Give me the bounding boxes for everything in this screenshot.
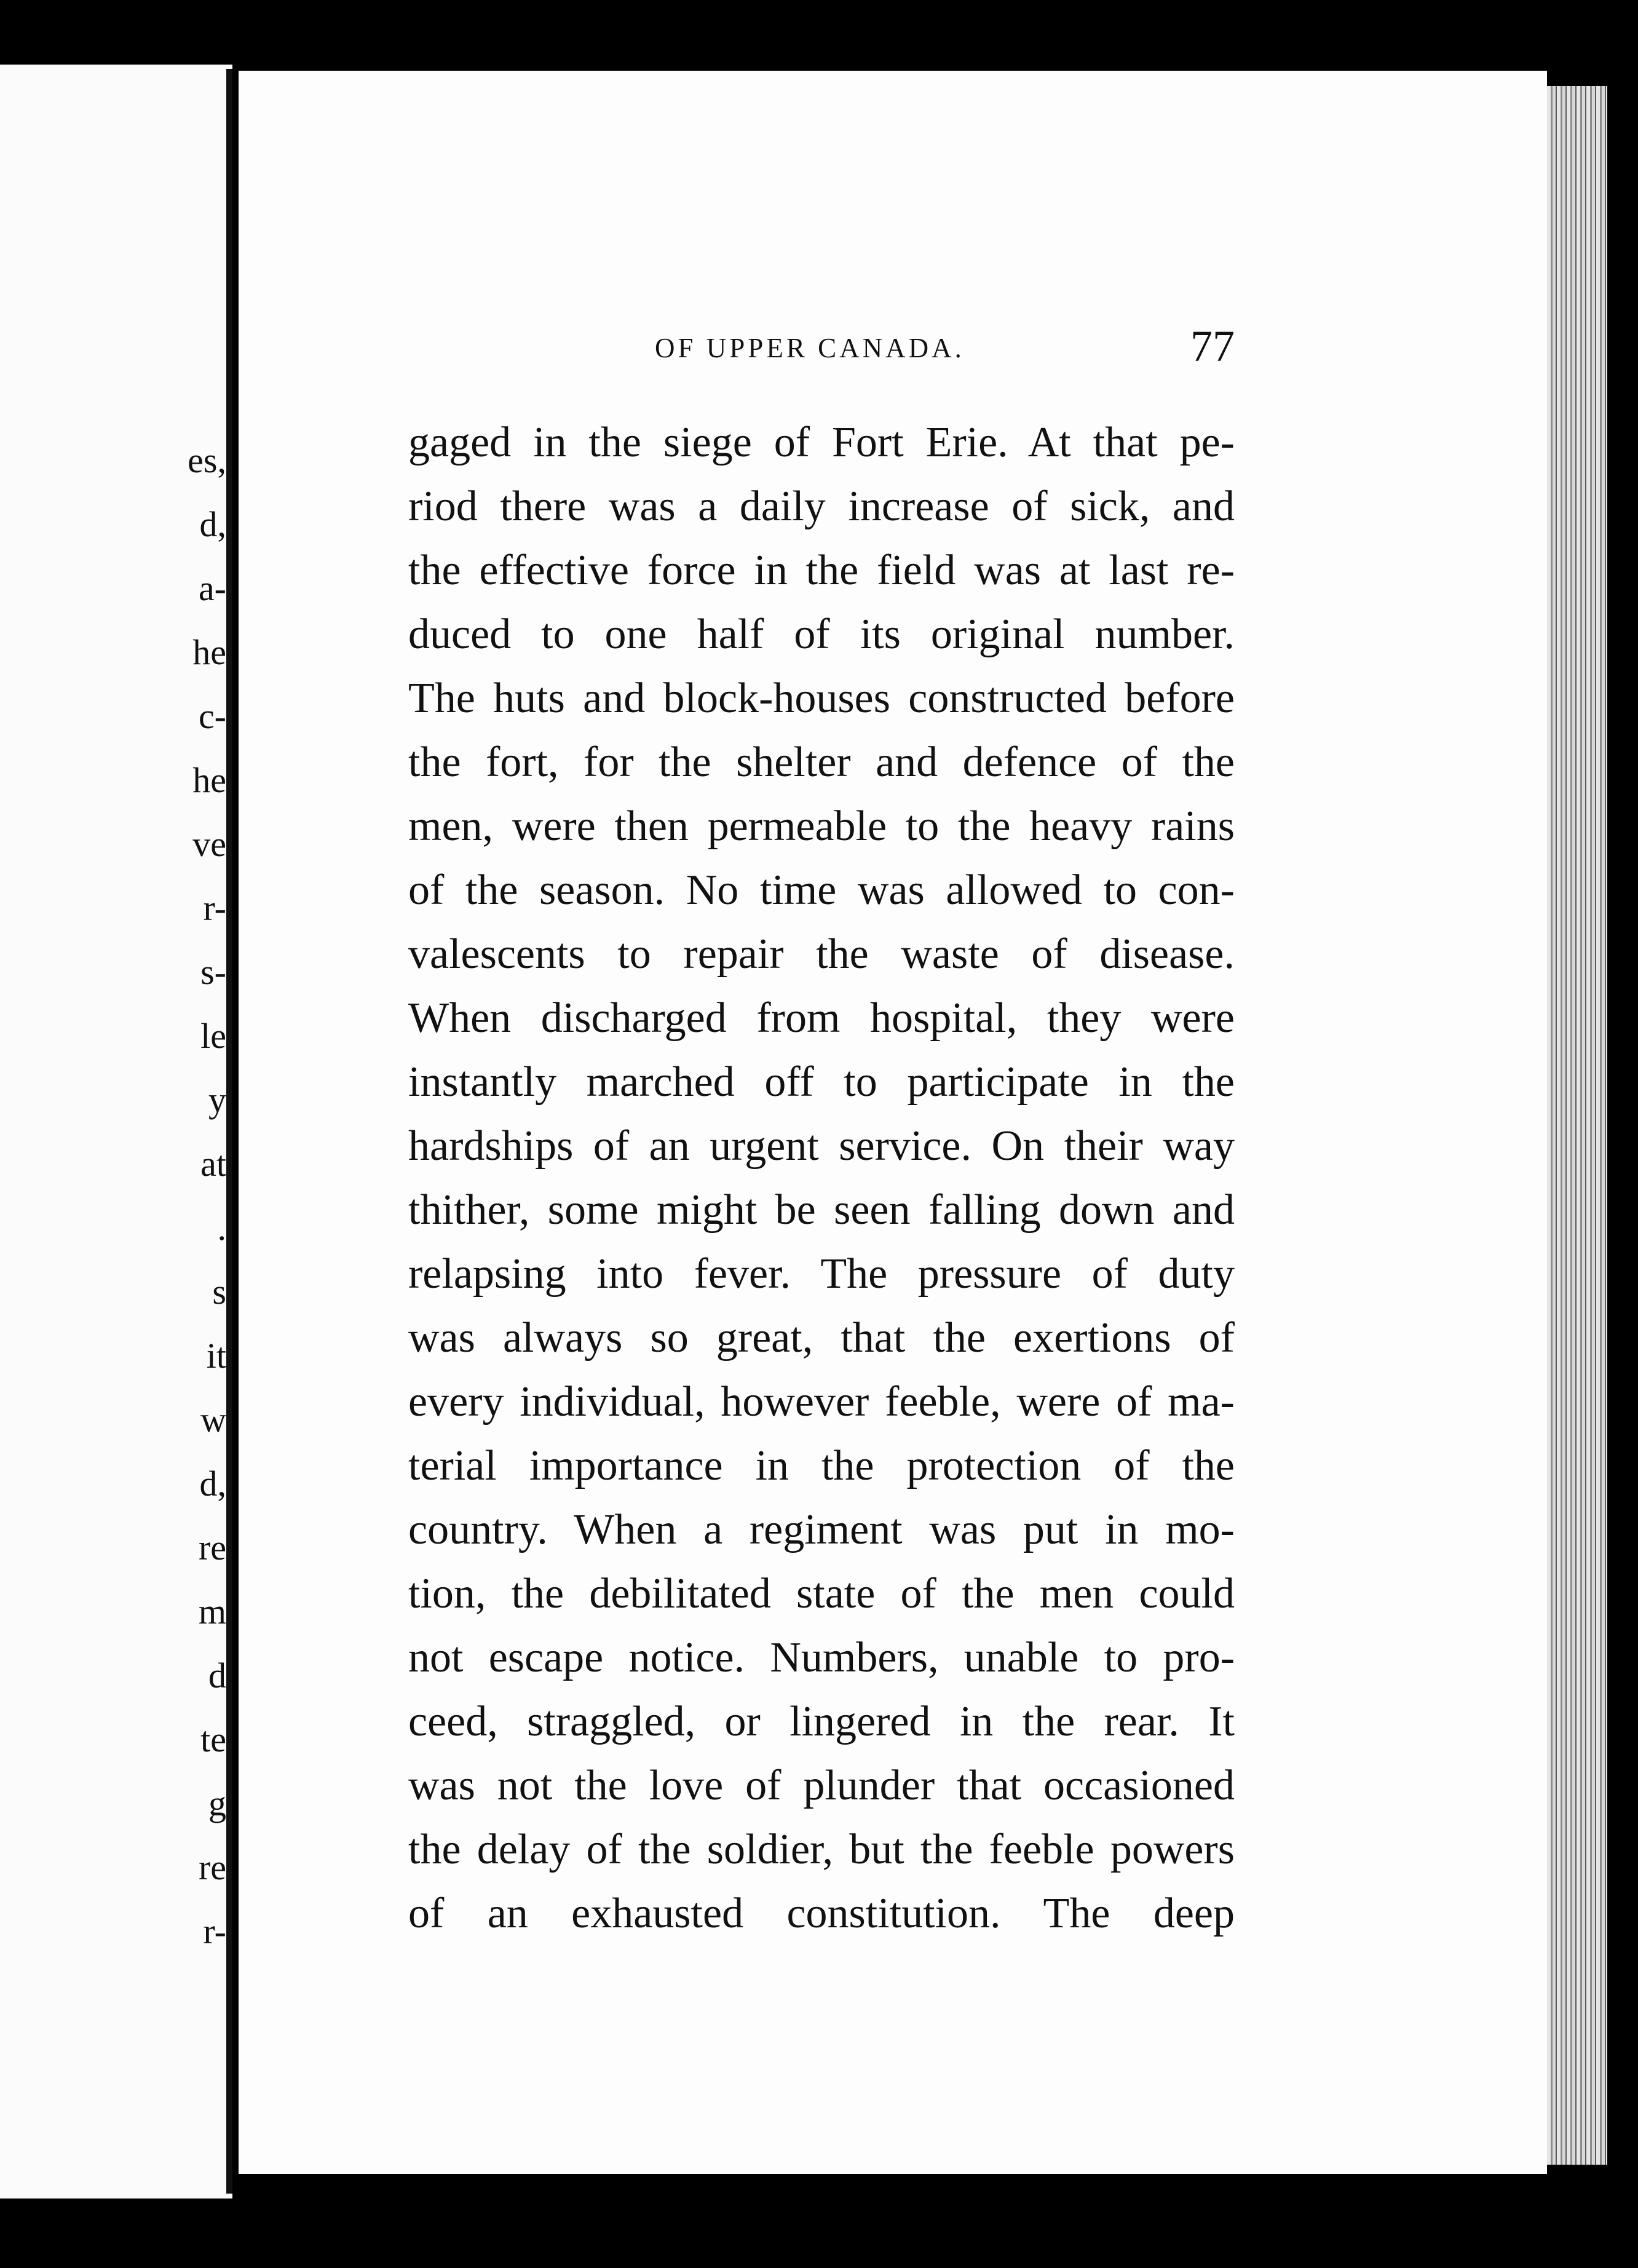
text-line: not escape notice. Numbers, unable to pro- [408, 1634, 1235, 1681]
text-line: duced to one half of its original number. [408, 611, 1235, 658]
left-page-fragment: . [217, 1208, 226, 1248]
left-page-fragment: he [192, 760, 226, 800]
text-line: ceed, straggled, or lingered in the rear. It [408, 1698, 1235, 1745]
text-line: thither, some might be seen falling down and [408, 1186, 1235, 1234]
text-line: The huts and block-houses constructed before [408, 675, 1235, 722]
left-page-fragment: at [200, 1144, 226, 1184]
page-edge [1547, 86, 1607, 2165]
text-line: valescents to repair the waste of disease. [408, 930, 1235, 978]
left-page-fragment: r- [203, 888, 226, 928]
left-page-fragment: w [200, 1400, 226, 1440]
text-line: of the season. No time was allowed to con- [408, 866, 1235, 914]
body-text [408, 411, 1235, 1946]
left-page-fragment: a- [198, 568, 226, 608]
page-number: 77 [1190, 322, 1235, 371]
left-page-fragment: r- [203, 1911, 226, 1951]
text-line: every individual, however feeble, were of ma- [408, 1378, 1235, 1425]
text-line: terial importance in the protection of the [408, 1442, 1235, 1489]
running-header: OF UPPER CANADA. [655, 333, 965, 363]
text-line: was always so great, that the exertions of [408, 1314, 1235, 1362]
left-page-fragment: d, [199, 504, 226, 544]
text-line: the delay of the soldier, but the feeble powers [408, 1826, 1235, 1873]
text-line: was not the love of plunder that occasioned [408, 1762, 1235, 1809]
left-page-fragment: m [198, 1592, 226, 1632]
left-page-fragment: es, [188, 440, 226, 480]
left-page-fragment: re [198, 1528, 226, 1568]
text-line: gaged in the siege of Fort Erie. At that pe- [408, 419, 1235, 466]
text-line: men, were then permeable to the heavy rains [408, 803, 1235, 850]
left-page-fragment: s [212, 1272, 226, 1312]
text-line: riod there was a daily increase of sick, and [408, 483, 1235, 530]
left-page-fragment: d [208, 1655, 226, 1695]
gutter-line [226, 69, 232, 2194]
left-page-fragment: ve [192, 824, 226, 864]
text-line: instantly marched off to participate in the [408, 1058, 1235, 1106]
text-line: of an exhausted constitution. The deep [408, 1890, 1235, 1937]
text-line: country. When a regiment was put in mo- [408, 1506, 1235, 1553]
left-page-fragment: te [200, 1719, 226, 1759]
text-line: When discharged from hospital, they were [408, 994, 1235, 1042]
left-page-fragment: y [208, 1080, 226, 1120]
left-page-fragment: g [208, 1783, 226, 1823]
text-line: the effective force in the field was at last re- [408, 547, 1235, 594]
left-page-fragment: s- [200, 952, 226, 992]
text-line: relapsing into fever. The pressure of duty [408, 1250, 1235, 1298]
text-line: tion, the debilitated state of the men could [408, 1570, 1235, 1617]
left-page-fragment: it [206, 1336, 226, 1376]
left-page-fragment: he [192, 632, 226, 672]
text-line: hardships of an urgent service. On their way [408, 1122, 1235, 1170]
left-page-fragment: le [200, 1016, 226, 1056]
left-page-fragment: d, [199, 1464, 226, 1504]
text-line: the fort, for the shelter and defence of the [408, 739, 1235, 786]
left-page-fragment: re [198, 1847, 226, 1887]
left-page-fragment: c- [198, 696, 226, 736]
